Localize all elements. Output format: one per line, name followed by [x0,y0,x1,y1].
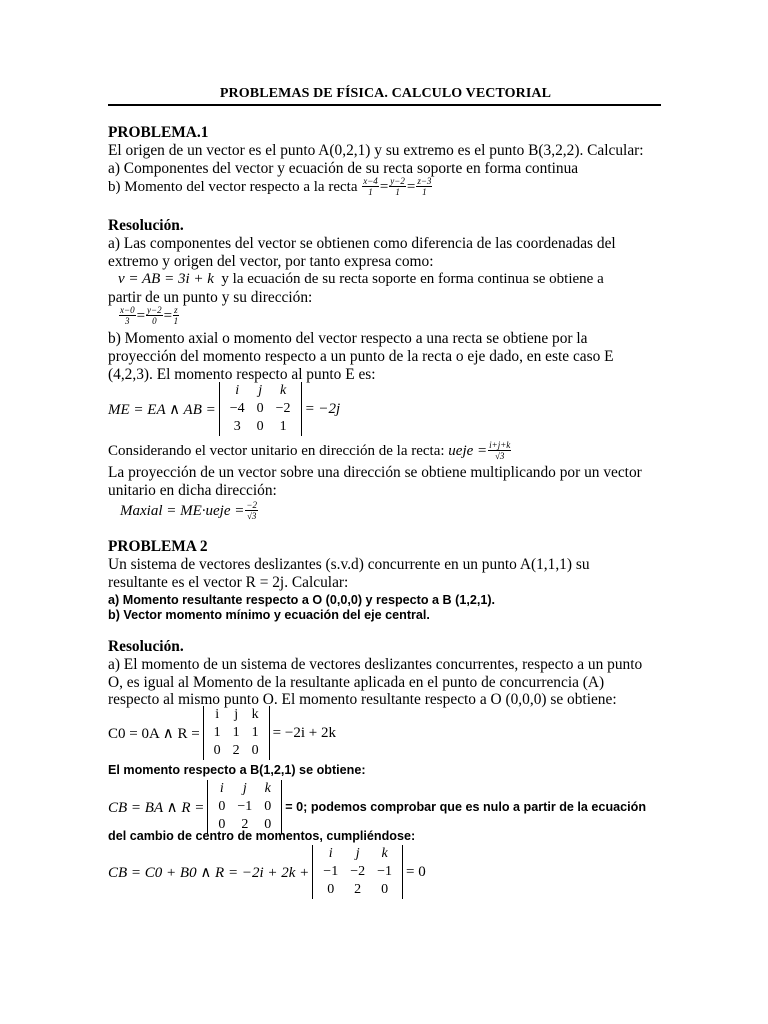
cell: 1 [213,725,221,740]
p1-res-line-6: proyección del momento respecto a un punto de la recta o eje dado, en este caso E [108,348,614,365]
cell: −1 [237,799,253,814]
cell: 2 [354,882,362,897]
title-rule [108,104,661,106]
cell: k [251,707,259,722]
p1-res-line-2: extremo y origen del vector, por tanto expresa como: [108,253,434,270]
c0-determinant [203,706,270,760]
recta-frac-z [416,176,432,197]
cell: 0 [381,882,389,897]
cont-frac-y [146,305,163,326]
cb-rhs: = 0; podemos comprobar que es nulo a partir de la ecuación [285,799,647,814]
cell: 0 [327,882,335,897]
frac-num: y−2 [390,176,405,186]
p1-res-line-1: a) Las componentes del vector se obtienen como diferencia de las coordenadas del [108,235,616,252]
p1-res-line-4: partir de un punto y su dirección: [108,289,313,306]
recta-frac-x [362,176,379,197]
frac-den: 3 [125,316,130,326]
cell: j [355,846,360,861]
cell: −4 [229,401,245,416]
cb2-lhs: CB = C0 + B0 ∧ R = −2i + 2k + [108,864,310,881]
cell: i [219,781,224,796]
vector-v-equation: v = AB = 3i + k [118,271,214,287]
c0-rhs: = −2i + 2k [272,724,336,741]
me-determinant [219,382,302,436]
cell: 1 [279,419,287,434]
me-lhs: ME = EA ∧ AB = [108,401,216,418]
frac-num: x−4 [363,176,378,186]
me-rhs: = −2j [304,400,341,417]
problem-2-heading: PROBLEMA 2 [108,538,208,555]
cell: 2 [232,743,240,758]
cont-frac-z [173,305,179,326]
cell: k [381,846,388,861]
cb-determinant [207,780,282,834]
cell: 3 [233,419,241,434]
cell: 1 [232,725,240,740]
p2-item-b: b) Vector momento mínimo y ecuación del eje central. [108,608,430,622]
p1-line-3-text: b) Momento del vector respecto a la recta [108,178,358,195]
ueje-frac [488,440,511,461]
maxial-frac [245,500,258,521]
p2-res-line-5: del cambio de centro de momentos, cumpliéndose: [108,829,416,843]
cell: k [280,383,287,398]
frac-num: i+j+k [489,440,511,450]
frac-den: 1 [395,187,400,197]
p2-res-line-1: a) El momento de un sistema de vectores deslizantes concurrentes, respecto a un punto [108,656,643,673]
cell: k [264,781,271,796]
p1-res-line-5: b) Momento axial o momento del vector respecto a una recta se obtiene por la [108,330,588,347]
cell: 1 [251,725,259,740]
p1-line-2: a) Componentes del vector y ecuación de su recta soporte en forma continua [108,160,579,177]
p1-res-line-10: unitario en dicha dirección: [108,482,277,499]
maxial-lhs: Maxial = ME·ueje = [120,502,245,519]
p1-resolution-heading: Resolución. [108,217,184,234]
frac-den: √3 [246,511,257,521]
frac-den: 1 [368,187,373,197]
problem-1-heading: PROBLEMA.1 [108,124,209,141]
cb2-equation [108,845,426,899]
cell: 2 [241,817,249,832]
p1-res-line-3 [118,270,604,288]
cell: i [215,707,220,722]
recta-frac-y [389,176,406,197]
p2-resolution-heading: Resolución. [108,638,184,655]
ueje-lhs: ueje = [448,442,488,459]
p2-item-a: a) Momento resultante respecto a O (0,0,0) y respecto a B (1,2,1). [108,593,496,607]
me-equation [108,382,340,436]
maxial-equation [120,500,259,521]
p1-line-3: b) Momento del vector respecto a la recta $\frac{x-4}{1}$ = $\frac{y-2}{1}$ = $\frac{z-3}{1}$ [108,176,432,197]
cell: 0 [218,799,226,814]
cb2-determinant [312,845,403,899]
p2-res-line-2: O, es igual al Momento de la resultante aplicada en el punto de concurrencia (A) [108,674,605,691]
frac-num: x−0 [120,305,135,315]
frac-den: 0 [152,316,157,326]
frac-den: √3 [494,451,505,461]
p1-res-line-3-text: y la ecuación de su recta soporte en forma continua se obtiene a [221,271,604,287]
continuous-equation: $\frac{x-0}{3}$ = $\frac{y-2}{0}$ = $\frac{z}{1}$ [120,305,179,326]
cell: j [242,781,247,796]
cell: j [258,383,263,398]
cell: −2 [350,864,366,879]
page-title: PROBLEMAS DE FÍSICA. CALCULO VECTORIAL [219,86,552,101]
c0-lhs: C0 = 0A ∧ R = [108,725,200,742]
cell: 0 [218,817,226,832]
cell: −1 [377,864,393,879]
cell: i [235,383,240,398]
frac-num: z [174,305,178,315]
cb-equation [108,780,646,834]
frac-num: z−3 [417,176,432,186]
p2-res-line-4: El momento respecto a B(1,2,1) se obtiene: [108,763,366,777]
cb2-rhs: = 0 [406,863,426,880]
p1-res-line-8-text: Considerando el vector unitario en dirección de la recta: [108,442,445,459]
cell: −2 [275,401,291,416]
cb-lhs: CB = BA ∧ R = [108,799,205,816]
p1-res-line-9: La proyección de un vector sobre una dirección se obtiene multiplicando por un vector [108,464,642,481]
cell: 0 [213,743,221,758]
cell: i [328,846,333,861]
cell: j [234,707,239,722]
cell: 0 [251,743,259,758]
p2-res-line-3: respecto al mismo punto O. El momento resultante respecto a O (0,0,0) se obtiene: [108,691,617,708]
frac-num: y−2 [147,305,162,315]
p2-line-2: resultante es el vector R = 2j. Calcular: [108,574,349,591]
cell: 0 [256,419,264,434]
frac-den: 1 [422,187,427,197]
c0-equation [108,706,336,760]
p2-line-1: Un sistema de vectores deslizantes (s.v.d) concurrente en un punto A(1,1,1) su [108,556,590,573]
cell: −1 [323,864,339,879]
frac-den: 1 [173,316,179,326]
frac-num: −2 [246,500,257,510]
p1-res-line-7: (4,2,3). El momento respecto al punto E es: [108,366,376,383]
cell: 0 [264,817,272,832]
p1-res-line-8 [108,440,512,461]
cell: 0 [264,799,272,814]
p1-line-1: El origen de un vector es el punto A(0,2,1) y su extremo es el punto B(3,2,2). Calcular: [108,142,644,159]
cont-frac-x [119,305,136,326]
cell: 0 [256,401,264,416]
